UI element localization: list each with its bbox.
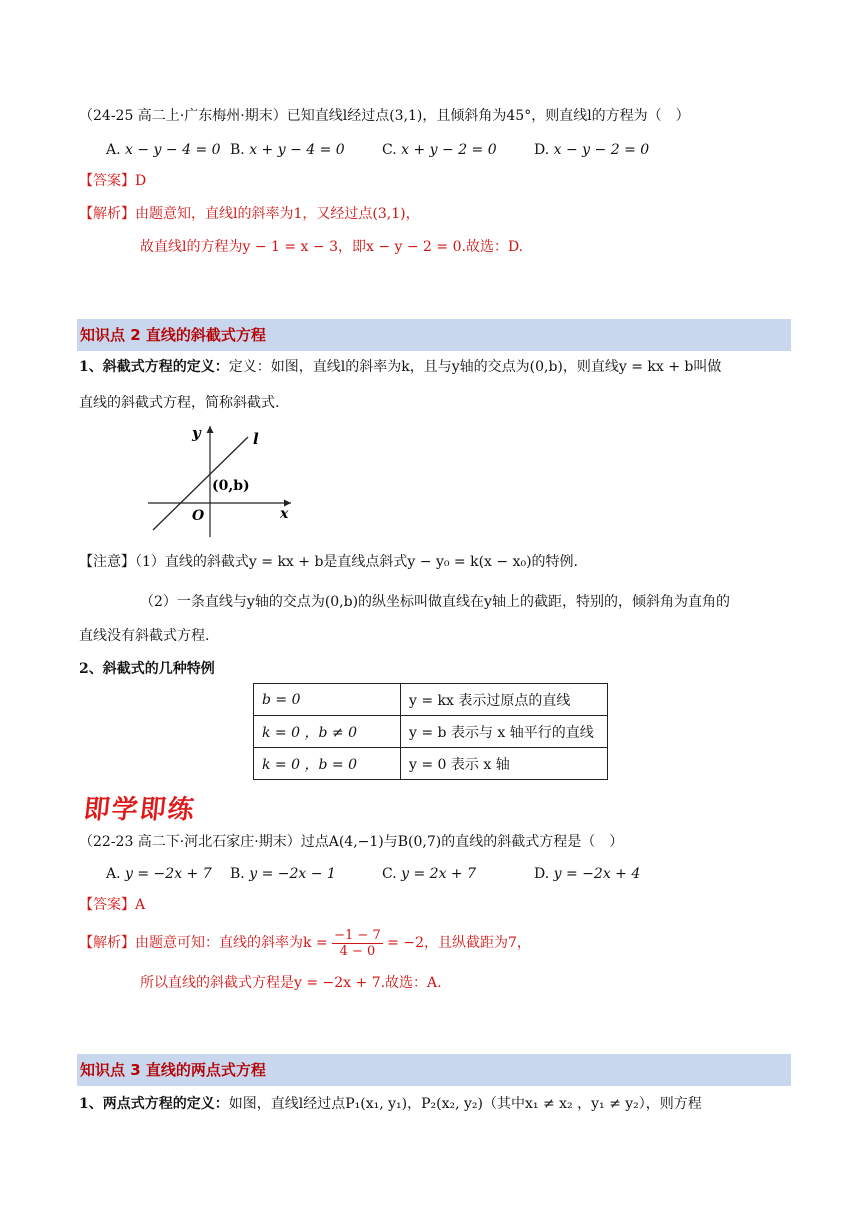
section2-definition: 1、斜截式方程的定义：定义：如图，直线l的斜率为k，且与y轴的交点为(0,b)，则直线y = kx + b叫做 — [79, 359, 722, 375]
q1-analysis-line1: 【解析】由题意知，直线l的斜率为1，又经过点(3,1)， — [79, 206, 420, 222]
special-cases-label: 2、斜截式的几种特例 — [79, 661, 215, 677]
practice-heading: 即学即练 — [82, 795, 198, 825]
q2-option-c: C. y = 2x + 7 — [382, 866, 477, 882]
q1-analysis-line2: 故直线l的方程为y − 1 = x − 3，即x − y − 2 = 0.故选：D. — [140, 239, 524, 255]
q1-stem-line — [79, 106, 690, 126]
q2-option-d: D. y = −2x + 4 — [534, 866, 641, 882]
q2-option-a: A. y = −2x + 7 — [106, 866, 212, 882]
table-row: b = 0 y = kx 表示过原点的直线 — [254, 684, 608, 716]
q1-answer: 【答案】D — [79, 173, 147, 189]
q1-stem: 已知直线l经过点(3,1)，且倾斜角为45°，则直线l的方程为（ ） — [286, 108, 690, 124]
q1-option-d: D. x − y − 2 = 0 — [534, 142, 650, 158]
q1-option-c: C. x + y − 2 = 0 — [382, 142, 497, 158]
q1-option-a: A. x − y − 4 = 0 — [106, 142, 221, 158]
table-row: k = 0 ，b ≠ 0 y = b 表示与 x 轴平行的直线 — [254, 716, 608, 748]
special-cases-table — [253, 683, 608, 780]
point-label: (0,b) — [212, 478, 250, 494]
note-2-cont: 直线没有斜截式方程. — [79, 628, 210, 644]
q2-stem-line — [79, 832, 623, 852]
section3-definition: 1、两点式方程的定义：如图，直线l经过点P₁(x₁, y₁)，P₂(x₂, y₂)（其中x₁ ≠ x₂ ，y₁ ≠ y₂），则方程 — [79, 1096, 702, 1112]
note-2: （2）一条直线与y轴的交点为(0,b)的纵坐标叫做直线在y轴上的截距，特别的，倾斜角为直角的 — [140, 594, 730, 610]
slope-intercept-figure — [145, 422, 305, 542]
q2-analysis-line1: 【解析】由题意可知：直线的斜率为k = $\frac{-1 - 7}{4 - 0}$ = −2，且纵截距为7， — [79, 927, 531, 959]
slope-fraction: $\frac{-1 - 7}{4 - 0}$ — [334, 927, 381, 959]
origin-label: O — [192, 508, 205, 524]
note-1: 【注意】（1）直线的斜截式y = kx + b是直线点斜式y − y₀ = k(x − x₀)的特例. — [79, 554, 579, 570]
section3-title: 知识点 3 直线的两点式方程 — [77, 1054, 791, 1086]
q2-answer: 【答案】A — [79, 897, 146, 913]
table-row: k = 0 ，b = 0 y = 0 表示 x 轴 — [254, 748, 608, 780]
q2-analysis-line2: 所以直线的斜截式方程是y = −2x + 7.故选：A. — [140, 975, 442, 991]
section2-title: 知识点 2 直线的斜截式方程 — [77, 319, 791, 351]
q2-option-b: B. y = −2x − 1 — [230, 866, 336, 882]
q2-stem: 过点A(4,−1)与B(0,7)的直线的斜截式方程是（ ） — [300, 834, 624, 850]
q1-option-b: B. x + y − 4 = 0 — [230, 142, 345, 158]
x-axis-label: x — [280, 506, 289, 522]
line-l-label: l — [253, 430, 259, 448]
q2-source: （22-23 高二下·河北石家庄·期末） — [79, 834, 301, 850]
y-axis-label: y — [192, 424, 201, 442]
section2-definition-cont: 直线的斜截式方程，简称斜截式. — [79, 395, 280, 411]
q1-source: （24-25 高二上·广东梅州·期末） — [79, 108, 287, 124]
